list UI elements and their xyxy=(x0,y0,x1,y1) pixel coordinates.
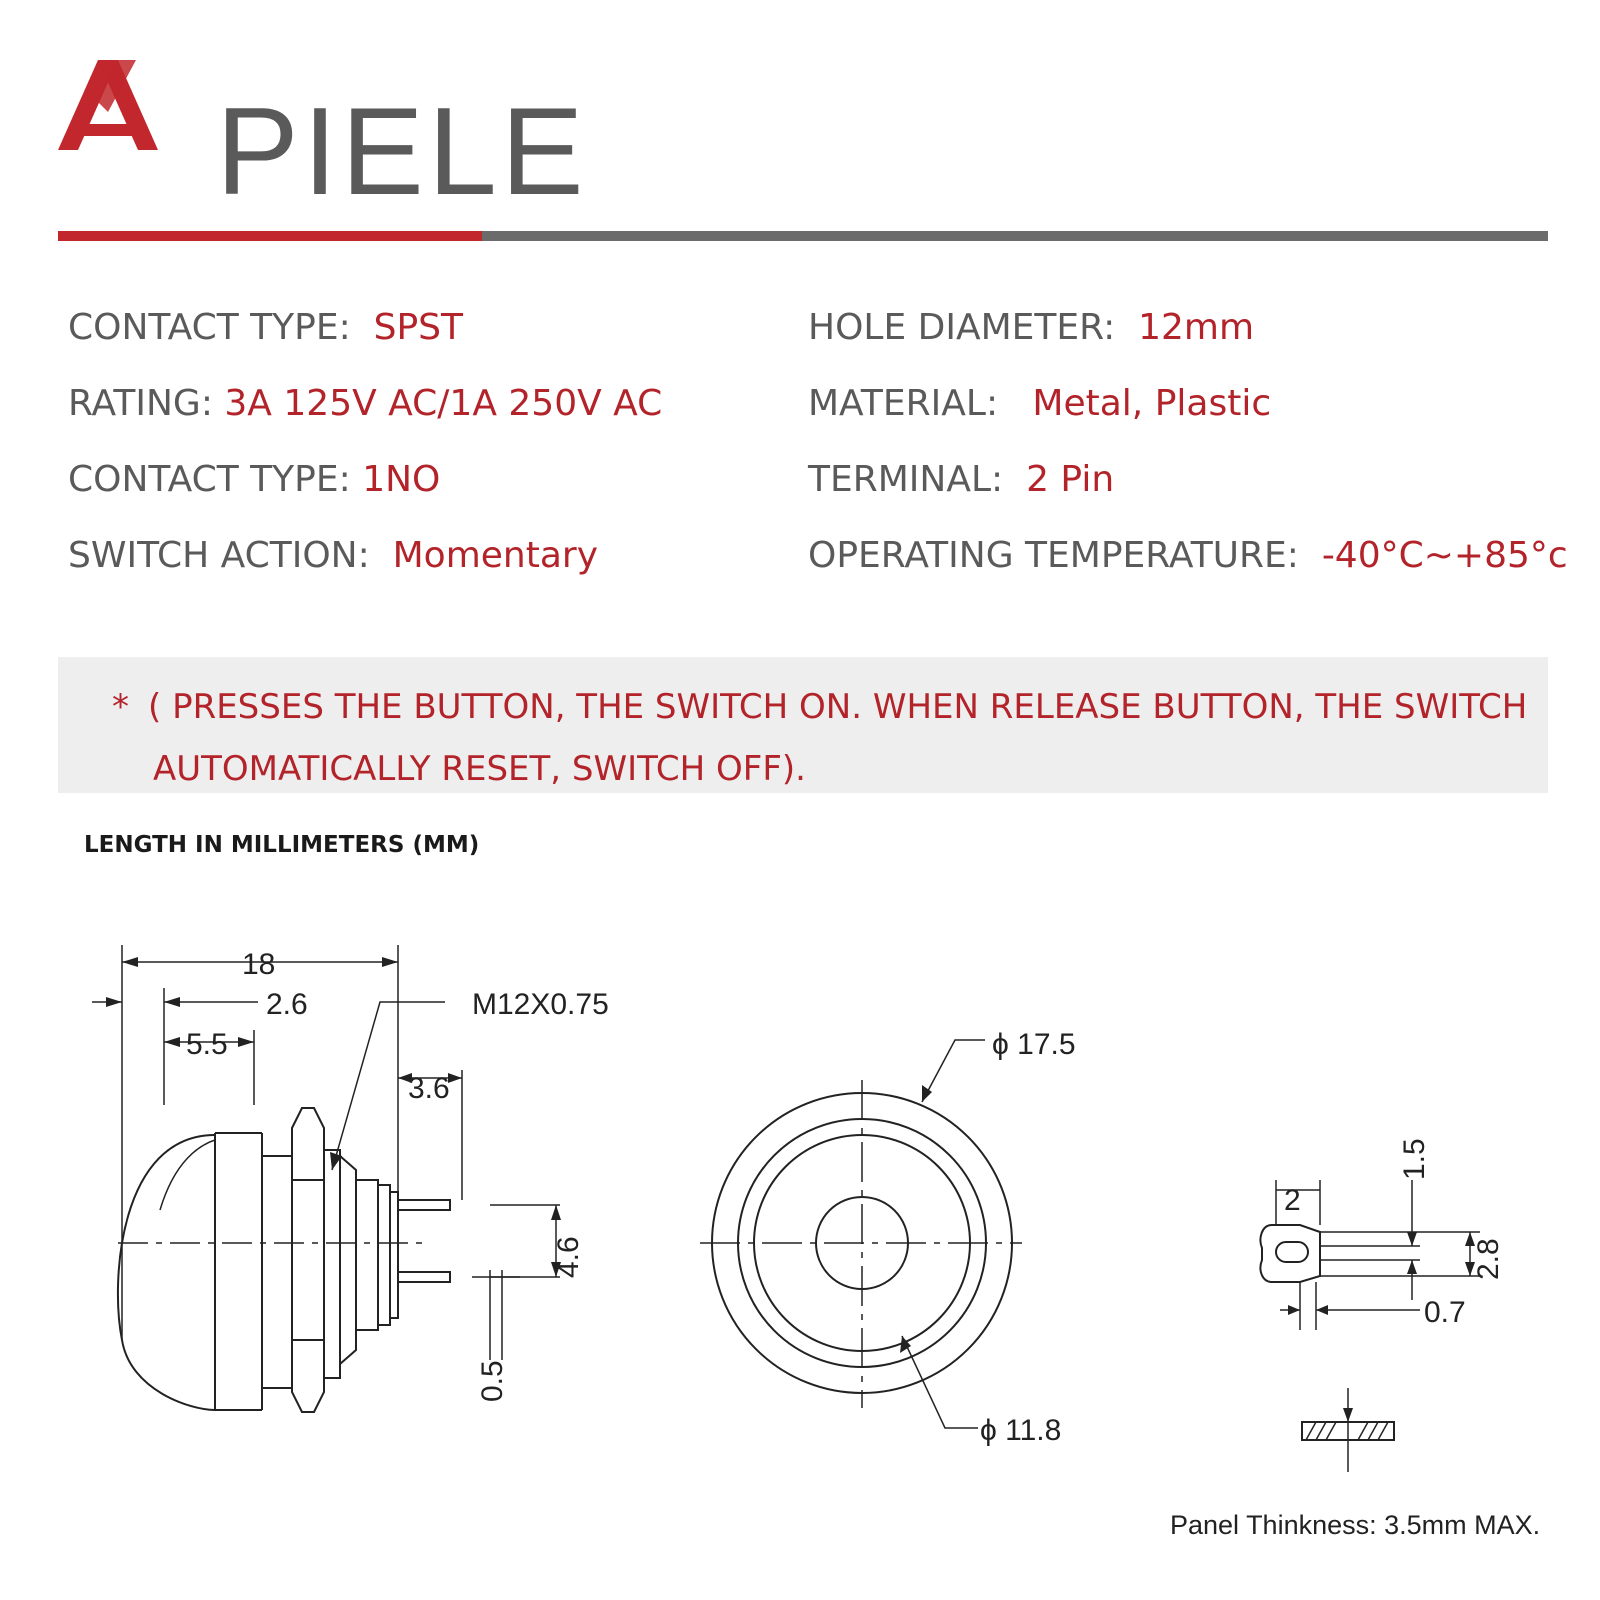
dim-5-5: 5.5 xyxy=(186,1028,228,1061)
front-view xyxy=(700,1040,1022,1428)
drawing-heading: LENGTH IN MILLIMETERS (MM) xyxy=(84,832,480,858)
dim-terminal-1-5: 1.5 xyxy=(1398,1138,1431,1180)
dim-pin-width: 0.5 xyxy=(476,1360,509,1402)
spec-terminal: TERMINAL: 2 Pin xyxy=(808,459,1115,500)
divider-gray xyxy=(482,231,1548,241)
dim-thread: M12X0.75 xyxy=(472,988,609,1021)
note-line-2: AUTOMATICALLY RESET, SWITCH OFF). xyxy=(153,749,806,789)
dim-terminal-2-8: 2.8 xyxy=(1472,1238,1505,1280)
spec-switch-action: SWITCH ACTION: Momentary xyxy=(68,535,599,576)
note-line-1: ( PRESSES THE BUTTON, THE SWITCH ON. WHEN RELEASE BUTTON, THE SWITCH xyxy=(148,687,1528,727)
dim-overall-length: 18 xyxy=(242,948,276,981)
spec-material: MATERIAL: Metal, Plastic xyxy=(808,383,1272,424)
brand-name: PIELE xyxy=(216,83,588,221)
spec-contact-type-2: CONTACT TYPE: 1NO xyxy=(68,459,441,500)
dim-3-6: 3.6 xyxy=(408,1072,450,1105)
brand-logo xyxy=(48,52,588,221)
panel-thickness-caption: Panel Thinkness: 3.5mm MAX. xyxy=(1170,1510,1541,1540)
technical-drawing xyxy=(0,880,1600,1500)
dim-inner-diameter: ϕ 11.8 xyxy=(980,1414,1062,1447)
dim-terminal-0-7: 0.7 xyxy=(1424,1296,1466,1329)
spec-contact-type: CONTACT TYPE: SPST xyxy=(68,307,464,348)
dim-2-6: 2.6 xyxy=(266,988,308,1021)
dim-pin-pitch: 4.6 xyxy=(552,1236,585,1278)
spec-rating: RATING: 3A 125V AC/1A 250V AC xyxy=(68,383,663,424)
brand-logo-mark xyxy=(48,52,218,162)
spec-operating-temperature: OPERATING TEMPERATURE: -40°C~+85°c xyxy=(808,535,1568,576)
dim-terminal-2: 2 xyxy=(1284,1184,1301,1217)
spec-hole-diameter: HOLE DIAMETER: 12mm xyxy=(808,307,1255,348)
dim-outer-diameter: ϕ 17.5 xyxy=(992,1028,1076,1061)
divider-accent xyxy=(58,231,482,241)
note-asterisk: * xyxy=(112,687,129,727)
